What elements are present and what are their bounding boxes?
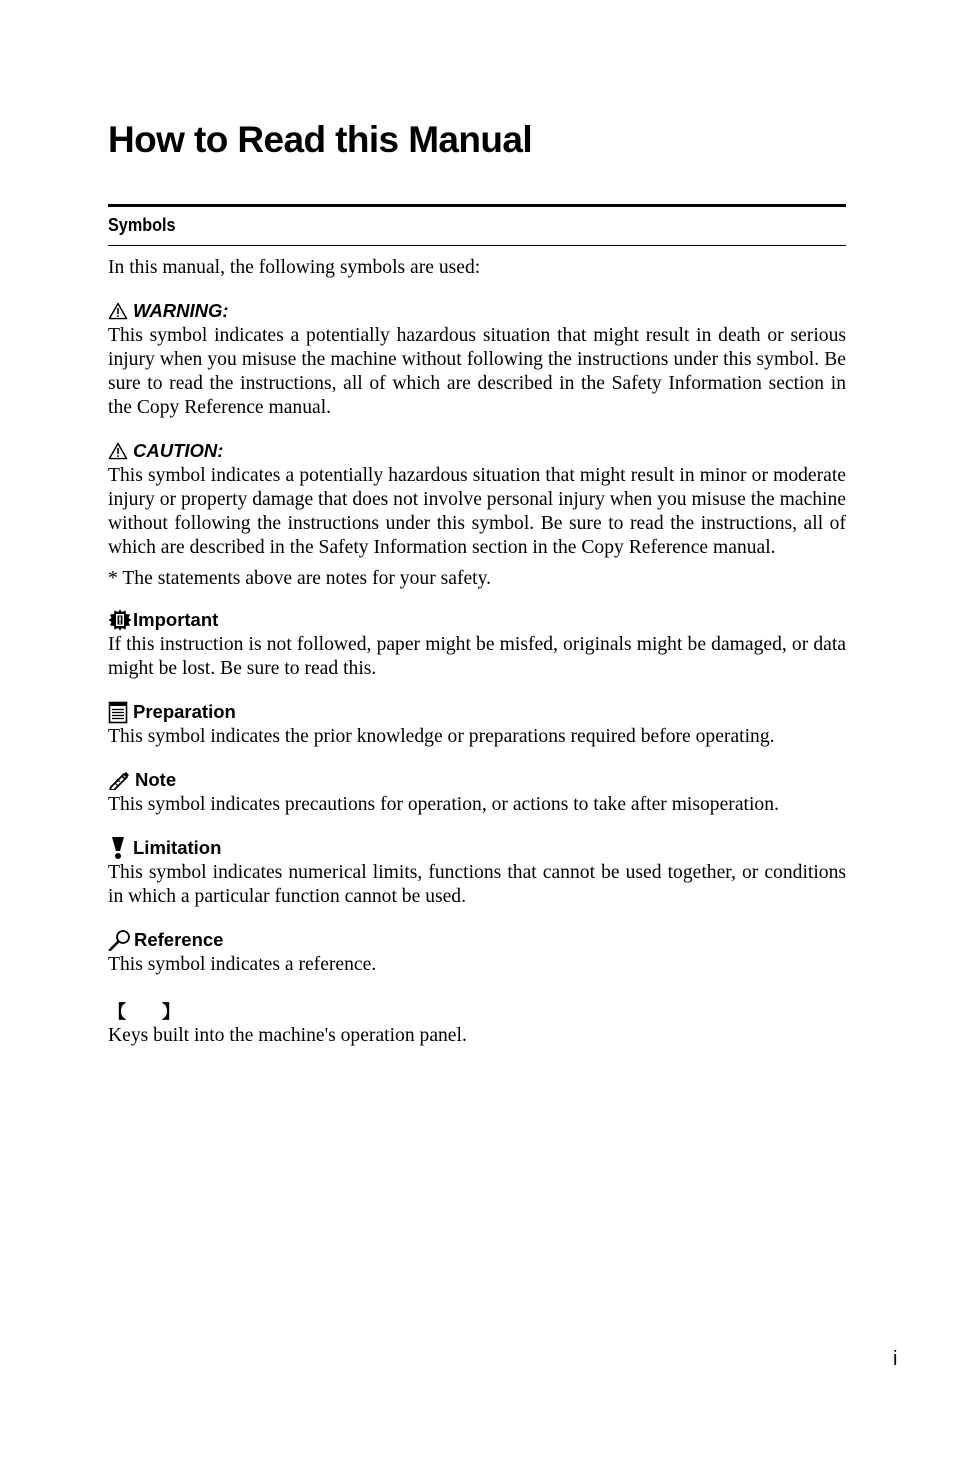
reference-block bbox=[108, 927, 846, 977]
note-block bbox=[108, 767, 846, 817]
caution-label: CAUTION: bbox=[133, 440, 224, 461]
reference-magnifier-icon bbox=[108, 929, 132, 951]
caution-triangle-icon bbox=[108, 442, 128, 460]
preparation-icon bbox=[108, 700, 128, 724]
important-block bbox=[108, 607, 846, 681]
reference-label: Reference bbox=[134, 929, 224, 950]
preparation-block bbox=[108, 699, 846, 749]
safety-note: * The statements above are notes for your safety. bbox=[108, 568, 492, 589]
page-number: i bbox=[893, 1348, 898, 1370]
important-text: If this instruction is not followed, paper might be misfed, originals might be damaged, or data might be lost. Be sure to read this. bbox=[108, 634, 846, 679]
reference-text: This symbol indicates a reference. bbox=[108, 954, 377, 975]
close-bracket: 】 bbox=[162, 1002, 180, 1022]
preparation-heading bbox=[108, 699, 846, 725]
note-pencil-icon bbox=[108, 770, 130, 790]
limitation-text: This symbol indicates numerical limits, functions that cannot be used together, or conditions in which a particular function cannot be used. bbox=[108, 862, 846, 907]
important-heading bbox=[108, 607, 846, 633]
preparation-text: This symbol indicates the prior knowledge or preparations required before operating. bbox=[108, 726, 775, 747]
warning-label: WARNING: bbox=[133, 300, 229, 321]
warning-text: This symbol indicates a potentially hazardous situation that might result in death or serious injury when you misuse the machine without following the instructions under this symbol. Be sure to read the instructions, all of which are described in the Safety Information section in the Copy Reference manual. bbox=[108, 325, 846, 418]
note-label: Note bbox=[135, 769, 177, 790]
keys-heading bbox=[108, 998, 846, 1024]
reference-heading bbox=[108, 927, 846, 953]
warning-triangle-icon bbox=[108, 302, 128, 320]
page-title: How to Read this Manual bbox=[108, 119, 533, 160]
caution-heading bbox=[108, 438, 846, 464]
keys-block bbox=[108, 998, 846, 1048]
note-heading bbox=[108, 767, 846, 793]
warning-heading bbox=[108, 298, 846, 324]
warning-block bbox=[108, 298, 846, 420]
open-bracket: 【 bbox=[108, 1002, 126, 1022]
caution-block bbox=[108, 438, 846, 560]
limitation-icon bbox=[108, 836, 128, 860]
section-header bbox=[108, 204, 846, 246]
intro-text: In this manual, the following symbols are used: bbox=[108, 257, 481, 278]
limitation-block bbox=[108, 835, 846, 909]
limitation-label: Limitation bbox=[133, 837, 222, 858]
note-text: This symbol indicates precautions for operation, or actions to take after misoperation. bbox=[108, 794, 779, 815]
important-label: Important bbox=[133, 609, 219, 630]
preparation-label: Preparation bbox=[133, 701, 236, 722]
section-title: Symbols bbox=[108, 215, 176, 235]
page-content bbox=[108, 256, 846, 1055]
important-icon bbox=[108, 609, 132, 631]
keys-text: Keys built into the machine's operation panel. bbox=[108, 1025, 467, 1046]
caution-text: This symbol indicates a potentially hazardous situation that might result in minor or moderate injury or property damage that does not involve personal injury when you misuse the machine without following the instructions under this symbol. Be sure to read the instructions, all of which are described in the Safety Information section in the Copy Reference manual. bbox=[108, 465, 846, 558]
limitation-heading bbox=[108, 835, 846, 861]
